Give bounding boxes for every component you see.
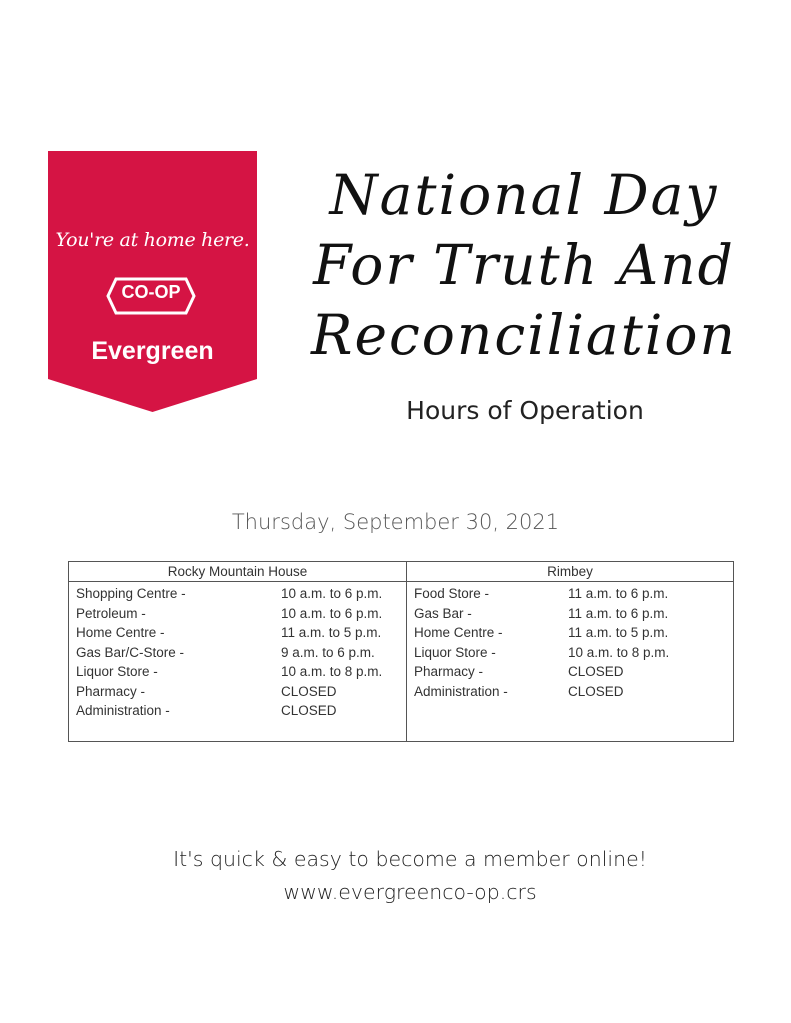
event-date: Thursday, September 30, 2021 (231, 510, 560, 534)
table-row (407, 662, 733, 682)
location-column-rimbey (407, 562, 733, 741)
table-row (407, 643, 733, 663)
department-hours: 9 a.m. to 6 p.m. (281, 644, 375, 660)
department-name: Liquor Store - (414, 644, 496, 660)
footer-url[interactable]: www.evergreenco-op.crs (283, 880, 537, 904)
department-name: Home Centre - (76, 625, 165, 640)
table-row (69, 643, 406, 663)
department-name: Home Centre - (414, 625, 503, 640)
logo-coop-text: CO-OP (121, 282, 181, 302)
table-row (69, 604, 406, 624)
footer-message: It's quick & easy to become a member online! (173, 847, 647, 871)
table-row (69, 682, 406, 702)
department-hours: CLOSED (568, 664, 624, 679)
location-column-rocky-mountain-house (69, 562, 407, 741)
department-name: Food Store - (414, 586, 490, 601)
table-row (69, 623, 406, 643)
title-line-1: National Day (329, 163, 719, 227)
department-name: Shopping Centre - (76, 586, 186, 601)
department-hours: 11 a.m. to 6 p.m. (568, 586, 669, 601)
department-name: Pharmacy - (76, 683, 146, 699)
department-hours: 10 a.m. to 6 p.m. (281, 586, 383, 601)
department-name: Pharmacy - (414, 664, 484, 679)
department-hours: 11 a.m. to 6 p.m. (568, 605, 669, 621)
table-row (69, 662, 406, 682)
page-subtitle: Hours of Operation (406, 396, 644, 425)
title-line-2: For Truth And (313, 233, 735, 297)
department-hours: CLOSED (281, 703, 337, 718)
coop-evergreen-logo (48, 151, 257, 412)
location-header: Rimbey (407, 562, 733, 582)
department-name: Gas Bar/C-Store - (76, 644, 185, 660)
table-row (407, 604, 733, 624)
location-header: Rocky Mountain House (69, 562, 406, 582)
table-row (69, 584, 406, 604)
department-hours: 10 a.m. to 8 p.m. (568, 644, 670, 660)
department-name: Liquor Store - (76, 664, 158, 679)
department-name: Petroleum - (76, 605, 146, 621)
logo-brand-name: Evergreen (91, 337, 214, 365)
table-row (407, 682, 733, 702)
department-hours: 10 a.m. to 6 p.m. (281, 605, 383, 621)
table-row (407, 584, 733, 604)
department-name: Gas Bar - (414, 605, 472, 621)
page-title (278, 160, 770, 370)
logo-tagline: You're at home here. (55, 229, 250, 251)
department-hours: 10 a.m. to 8 p.m. (281, 664, 383, 679)
hours-table (68, 561, 734, 742)
department-hours: CLOSED (281, 683, 337, 699)
title-line-3: Reconciliation (311, 303, 737, 367)
department-hours: CLOSED (568, 683, 624, 699)
department-hours: 11 a.m. to 5 p.m. (281, 625, 382, 640)
department-name: Administration - (414, 683, 508, 699)
table-row (69, 701, 406, 721)
table-row (407, 623, 733, 643)
membership-footer (100, 843, 720, 909)
department-hours: 11 a.m. to 5 p.m. (568, 625, 669, 640)
department-name: Administration - (76, 703, 170, 718)
